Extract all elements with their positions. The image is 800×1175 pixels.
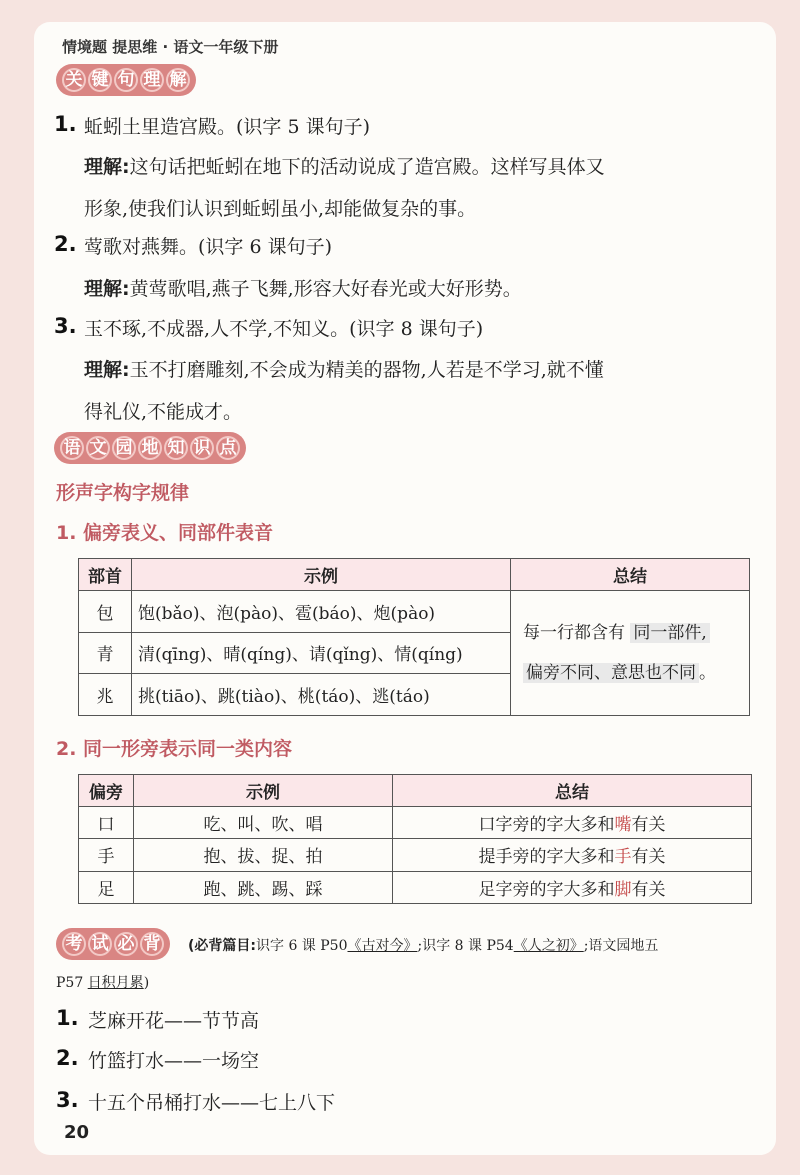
example-cell: 饱(bǎo)、泡(pào)、雹(báo)、炮(pào) [132, 591, 511, 633]
page-number: 20 [64, 1122, 90, 1143]
badge-char: 知 [164, 436, 188, 460]
exam-required-list-cont [56, 972, 149, 992]
example-cell: 吃、叫、吹、唱 [134, 807, 393, 839]
col-header-summary: 总结 [511, 559, 750, 591]
badge-char: 关 [62, 68, 86, 92]
exam-book: 《人之初》 [513, 938, 584, 954]
table-row [79, 807, 752, 839]
badge-char: 园 [112, 436, 136, 460]
badge-char: 背 [140, 932, 164, 956]
radical-cell: 青 [79, 632, 132, 674]
summary-text: 足字旁的字大多和 [478, 879, 615, 900]
badge-char: 点 [216, 436, 240, 460]
exam-book: 日积月累 [87, 975, 144, 991]
table-row [79, 839, 752, 871]
badge-char: 语 [60, 436, 84, 460]
example-cell: 抱、拔、捉、拍 [134, 839, 393, 871]
summary-cell [511, 591, 750, 716]
rule-title: 形声字构字规律 [56, 482, 190, 504]
item-number: 2. [56, 1046, 79, 1070]
item-number: 1. [56, 1006, 79, 1030]
radical-cell: 足 [79, 871, 134, 903]
section-badge-exam [56, 928, 170, 960]
key-sentence: 玉不琢,不成器,人不学,不知义。(识字 8 课句子) [84, 318, 484, 340]
item-number: 3. [56, 1088, 79, 1112]
explanation-line: 形象,使我们认识到蚯蚓虽小,却能做复杂的事。 [84, 198, 477, 220]
summary-text: 有关 [631, 847, 666, 868]
radical-cell: 包 [79, 591, 132, 633]
item-number: 2. [54, 232, 77, 256]
item-number: 1. [54, 112, 77, 136]
exam-text: P57 [56, 975, 84, 991]
exam-label: (必背篇目: [188, 938, 256, 954]
summary-highlight: 偏旁不同、意思也不同 [523, 663, 699, 683]
explanation-line: 得礼仪,不能成才。 [84, 401, 243, 423]
summary-text: 每一行都含有 [523, 623, 625, 643]
summary-cell [393, 807, 752, 839]
item-number: 3. [54, 314, 77, 338]
badge-char: 试 [88, 932, 112, 956]
example-cell: 清(qīng)、晴(qíng)、请(qǐng)、情(qíng) [132, 632, 511, 674]
saying-text: 竹篮打水——一场空 [88, 1050, 260, 1072]
col-header-example: 示例 [132, 559, 511, 591]
key-sentence: 蚯蚓土里造宫殿。(识字 5 课句子) [84, 116, 370, 138]
table-row [79, 871, 752, 903]
running-header: 情境题 提思维 · 语文一年级下册 [62, 38, 279, 56]
exam-required-list [188, 935, 658, 955]
subsection-title-1: 1. 偏旁表义、同部件表音 [56, 522, 274, 544]
radical-cell: 手 [79, 839, 134, 871]
summary-keyword: 嘴 [614, 815, 632, 836]
exam-book: 《古对今》 [347, 938, 418, 954]
radical-cell: 口 [79, 807, 134, 839]
exam-text: 识字 6 课 P50 [256, 938, 348, 954]
subsection-title-2: 2. 同一形旁表示同一类内容 [56, 738, 293, 760]
badge-char: 文 [86, 436, 110, 460]
badge-char: 理 [140, 68, 164, 92]
example-cell: 跑、跳、踢、踩 [134, 871, 393, 903]
badge-char: 地 [138, 436, 162, 460]
explanation-text: 黄莺歌唱,燕子飞舞,形容大好春光或大好形势。 [129, 278, 522, 300]
badge-char: 考 [62, 932, 86, 956]
summary-text: 口字旁的字大多和 [478, 815, 615, 836]
saying-text: 芝麻开花——节节高 [88, 1010, 260, 1032]
col-header-summary: 总结 [393, 775, 752, 807]
col-header-example: 示例 [134, 775, 393, 807]
exam-text: ;语文园地五 [583, 938, 659, 954]
summary-keyword: 脚 [614, 879, 632, 900]
explanation-line [84, 152, 605, 179]
badge-char: 必 [114, 932, 138, 956]
badge-char: 解 [166, 68, 190, 92]
summary-keyword: 手 [614, 847, 632, 868]
summary-text: 提手旁的字大多和 [478, 847, 615, 868]
badge-char: 键 [88, 68, 112, 92]
badge-char: 识 [190, 436, 214, 460]
radical-phonetic-table [78, 558, 750, 716]
example-cell: 挑(tiāo)、跳(tiào)、桃(táo)、逃(táo) [132, 674, 511, 716]
summary-highlight: 同一部件, [630, 623, 709, 643]
exam-text: ;识字 8 课 P54 [417, 938, 514, 954]
explanation-label: 理解: [84, 156, 130, 178]
badge-char: 句 [114, 68, 138, 92]
explanation-line [84, 355, 604, 382]
semantic-radical-table [78, 774, 752, 904]
explanation-label: 理解: [84, 278, 130, 300]
explanation-label: 理解: [84, 359, 130, 381]
explanation-text: 玉不打磨雕刻,不会成为精美的器物,人若是不学习,就不懂 [129, 359, 604, 381]
exam-text: ) [143, 975, 150, 991]
col-header-radical: 部首 [79, 559, 132, 591]
explanation-line [84, 274, 522, 301]
summary-cell [393, 839, 752, 871]
summary-text: 。 [699, 663, 716, 683]
key-sentence: 莺歌对燕舞。(识字 6 课句子) [84, 236, 332, 258]
section-badge-key-sentences [56, 64, 196, 96]
summary-cell [393, 871, 752, 903]
summary-text: 有关 [631, 879, 666, 900]
section-badge-knowledge [54, 432, 246, 464]
radical-cell: 兆 [79, 674, 132, 716]
summary-text: 有关 [631, 815, 666, 836]
saying-text: 十五个吊桶打水——七上八下 [88, 1092, 336, 1114]
table-row [79, 591, 750, 633]
col-header-radical: 偏旁 [79, 775, 134, 807]
explanation-text: 这句话把蚯蚓在地下的活动说成了造宫殿。这样写具体又 [129, 156, 605, 178]
